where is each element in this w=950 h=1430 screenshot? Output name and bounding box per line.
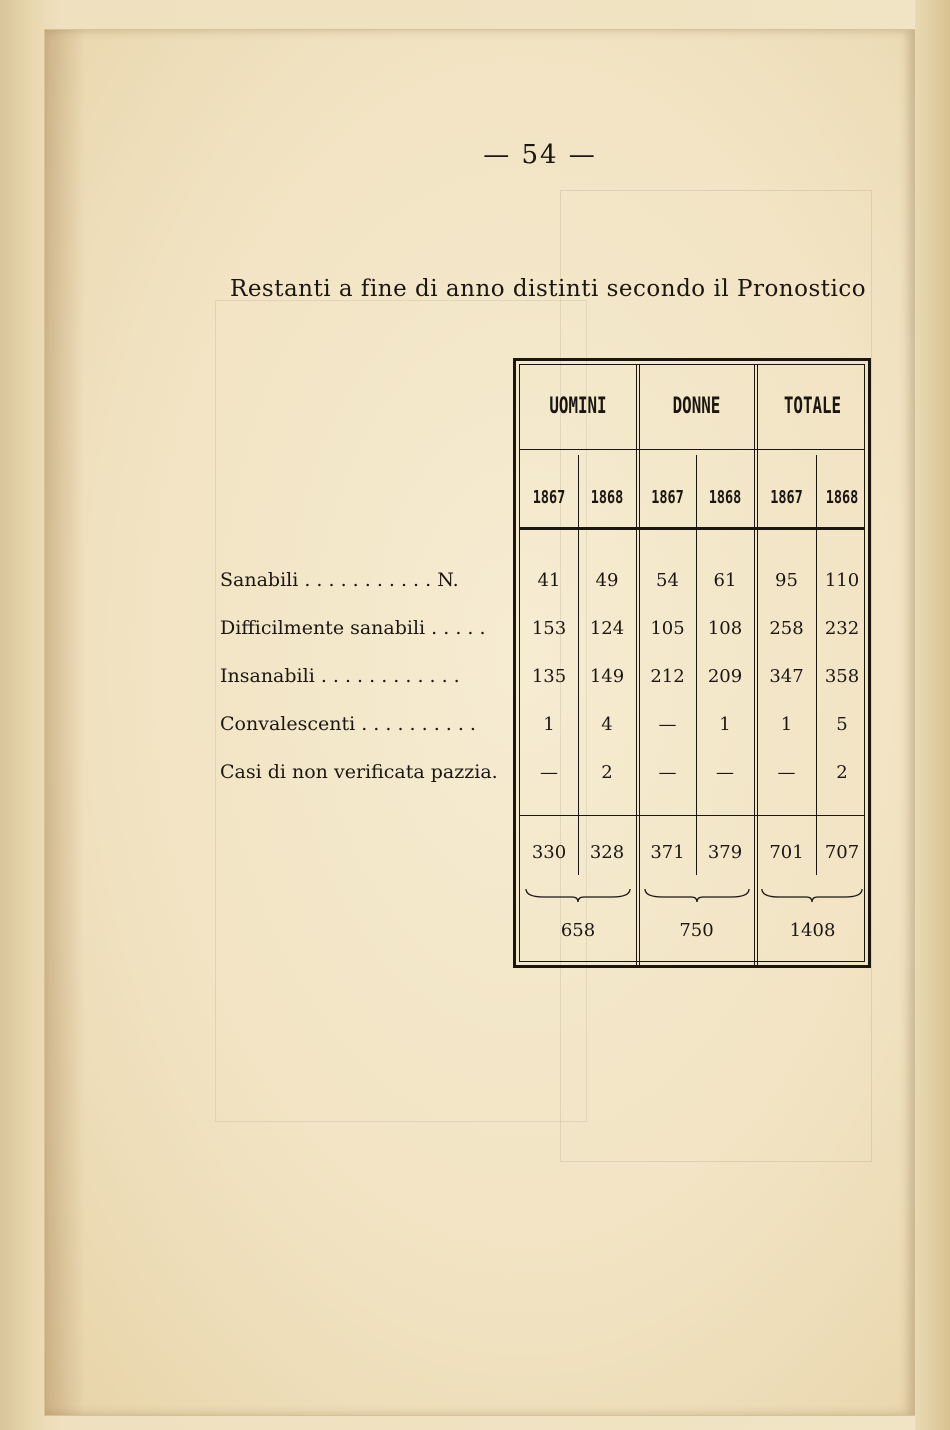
page-number: — 54 —: [483, 140, 597, 170]
header-uomini: UOMINI: [549, 394, 607, 419]
total-cell: 379: [707, 842, 743, 863]
total-cell: 330: [531, 842, 567, 863]
table-cell: 105: [650, 618, 685, 639]
table-cell: 135: [531, 666, 567, 687]
table-cell: —: [658, 714, 677, 735]
table-cell: 2: [601, 762, 613, 783]
year-header: 1867: [651, 487, 684, 508]
total-cell: 707: [824, 842, 860, 863]
table-cell: 108: [707, 618, 743, 639]
header-rule: [520, 449, 864, 450]
table-cell: 347: [769, 666, 804, 687]
table-cell: 358: [824, 666, 860, 687]
row-labels: [220, 556, 510, 796]
totals-rule: [520, 815, 864, 816]
data-table: [513, 358, 871, 968]
table-cell: 95: [775, 570, 798, 591]
brace-icon: [524, 887, 632, 903]
grand-total-totale: 1408: [789, 920, 836, 941]
table-cell: 110: [824, 570, 860, 591]
table-cell: 153: [531, 618, 567, 639]
table-cell: 209: [707, 666, 743, 687]
header-bottom-rule: [520, 527, 864, 530]
table-cell: 49: [595, 570, 619, 591]
year-header: 1868: [825, 487, 859, 508]
table-cell: —: [777, 762, 796, 783]
brace-icon: [760, 887, 864, 903]
row-label-sanabili: Sanabili . . . . . . . . . . . N.: [220, 569, 459, 591]
table-cell: —: [540, 762, 558, 783]
group-divider: [636, 365, 637, 965]
row-label-difficilmente-sanabili: Difficilmente sanabili . . . . .: [220, 617, 486, 639]
header-totale: TOTALE: [783, 394, 842, 419]
grand-total-donne: 750: [679, 920, 714, 941]
table-cell: 5: [836, 714, 848, 735]
year-header: 1867: [532, 487, 566, 508]
table-cell: 41: [537, 570, 561, 591]
table-cell: 1: [780, 714, 793, 735]
table-cell: —: [716, 762, 734, 783]
table-title: Restanti a fine di anno distinti secondo il Pronostico: [230, 276, 867, 302]
row-label-convalescenti: Convalescenti . . . . . . . . . .: [220, 713, 476, 735]
table-cell: 258: [769, 618, 804, 639]
page-fold-shadow: [45, 30, 85, 1415]
table-cell: 4: [601, 714, 613, 735]
total-cell: 371: [650, 842, 685, 863]
year-header: 1868: [590, 487, 624, 508]
table-cell: 232: [824, 618, 860, 639]
table-cell: 124: [589, 618, 625, 639]
table-cell: —: [658, 762, 677, 783]
table-cell: 61: [713, 570, 737, 591]
table-inner-frame: [519, 364, 865, 962]
year-header: 1867: [770, 487, 803, 508]
table-cell: 149: [589, 666, 625, 687]
brace-icon: [643, 887, 751, 903]
table-cell: 1: [719, 714, 731, 735]
year-header: 1868: [708, 487, 742, 508]
total-cell: 701: [769, 842, 804, 863]
group-divider: [754, 365, 755, 965]
table-cell: 1: [543, 714, 555, 735]
table-cell: 2: [836, 762, 848, 783]
total-cell: 328: [589, 842, 625, 863]
table-cell: 54: [656, 570, 679, 591]
book-cover-edge: [915, 0, 950, 1430]
header-donne: DONNE: [672, 394, 721, 419]
row-label-insanabili: Insanabili . . . . . . . . . . . .: [220, 665, 460, 687]
table-cell: 212: [650, 666, 685, 687]
grand-total-uomini: 658: [560, 920, 596, 941]
row-label-non-verificata-pazzia: Casi di non verificata pazzia.: [220, 761, 498, 783]
